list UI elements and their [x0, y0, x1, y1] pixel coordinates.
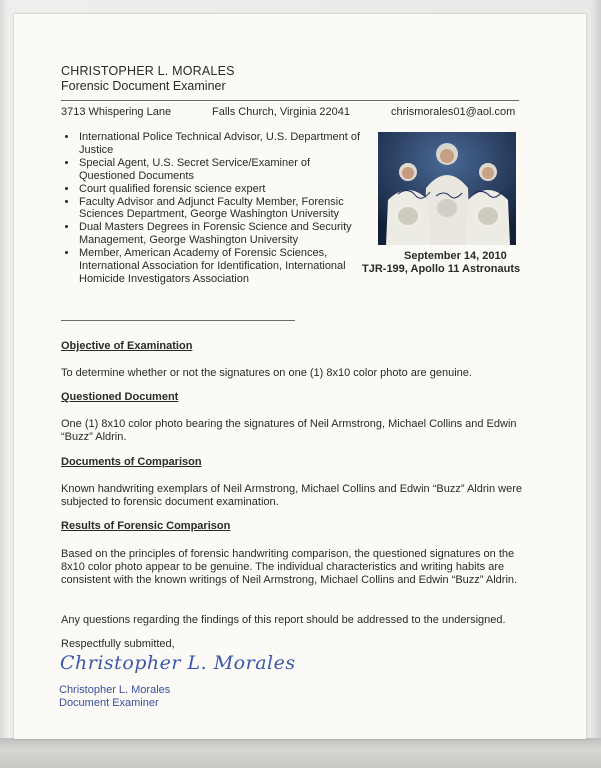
handwritten-signature: Christopher L. Morales [60, 652, 296, 674]
objective-heading: Objective of Examination [61, 340, 193, 352]
examiner-name: CHRISTOPHER L. MORALES [61, 64, 235, 78]
qualifications-rule [61, 320, 295, 321]
qualifications-list [60, 131, 368, 286]
frame-bottom-edge [0, 738, 601, 768]
signer-name: Christopher L. Morales [59, 684, 171, 696]
comparison-text: Known handwriting exemplars of Neil Armstrong, Michael Collins and Edwin “Buzz” Aldrin were subjected to forensic document examination. [61, 483, 522, 508]
list-item: • Dual Masters Degrees in Forensic Science and Security Management, George Washington University [78, 221, 368, 247]
list-item: • Member, American Academy of Forensic Sciences, International Association for Identification, International Homicide Investigators Association [78, 247, 368, 286]
questioned-heading: Questioned Document [61, 391, 179, 403]
email: chrismorales01@aol.com [391, 106, 516, 118]
questioned-text: One (1) 8x10 color photo bearing the signatures of Neil Armstrong, Michael Collins and Edwin “Buzz” Aldrin. [61, 418, 517, 443]
list-item: • Faculty Advisor and Adjunct Faculty Member, Forensic Sciences Department, George Washington University [78, 196, 368, 222]
examiner-title: Forensic Document Examiner [61, 79, 226, 93]
address-street: 3713 Whispering Lane [61, 106, 172, 118]
closing-salutation: Respectfully submitted, [61, 638, 175, 650]
address-city: Falls Church, Virginia 22041 [212, 106, 350, 118]
comparison-heading: Documents of Comparison [61, 456, 202, 468]
results-heading: Results of Forensic Comparison [61, 520, 231, 532]
apollo-11-crew-photo [378, 132, 516, 245]
header-rule [61, 100, 519, 101]
questions-note: Any questions regarding the findings of this report should be addressed to the undersigned. [61, 614, 506, 626]
list-item: • International Police Technical Advisor, U.S. Department of Justice [78, 131, 368, 157]
photo-caption-date: September 14, 2010 [404, 250, 507, 262]
objective-text: To determine whether or not the signatures on one (1) 8x10 color photo are genuine. [61, 367, 472, 379]
signer-title: Document Examiner [59, 697, 159, 709]
list-item: • Special Agent, U.S. Secret Service/Examiner of Questioned Documents [78, 157, 368, 183]
photo-caption-reference: TJR-199, Apollo 11 Astronauts [362, 263, 521, 275]
astronauts-image [378, 132, 516, 245]
results-text: Based on the principles of forensic handwriting comparison, the questioned signatures on the 8x10 color photo appear to be genuine. The individual characteristics and writing habits are consistent with the known writings of Neil Armstrong, Michael Collins and Edwin “Buzz” Aldrin. [61, 548, 518, 586]
list-item: • Court qualified forensic science expert [78, 183, 368, 196]
